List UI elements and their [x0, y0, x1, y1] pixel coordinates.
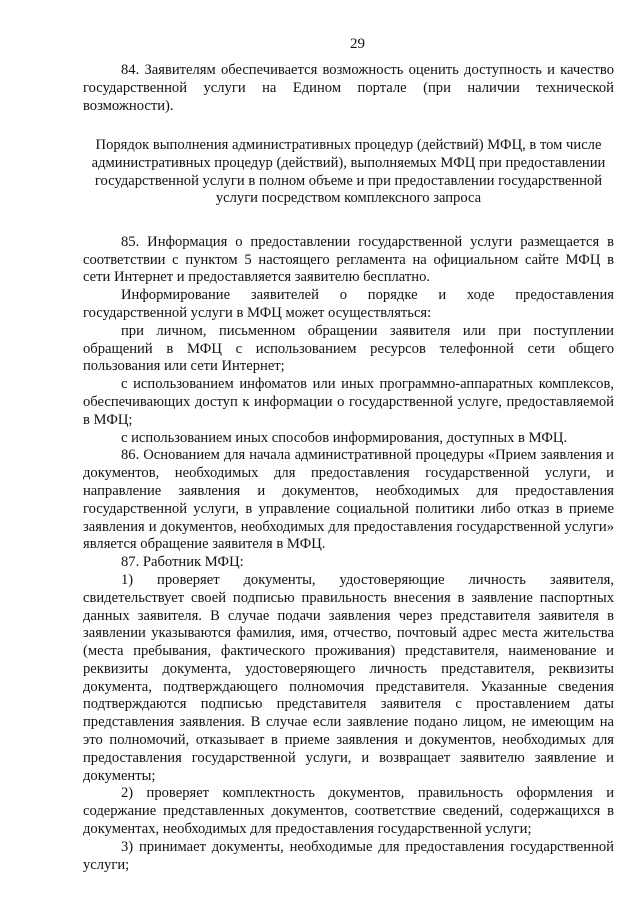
page-number: 29 — [350, 36, 365, 52]
paragraph-85: 85. Информация о предоставлении государственной услуги размещается в соответствии с пунктом 5 настоящего регламента на официальном сайте МФЦ в сети Интернет и предоставляется заявителю бесплатно. — [83, 233, 614, 286]
paragraph-87-item-3: 3) принимает документы, необходимые для предоставления государственной услуги; — [83, 838, 614, 873]
paragraph-infomats: с использованием инфоматов или иных программно-аппаратных комплексов, обеспечивающих доступ к информации о государственной услуге, предоставляемой в МФЦ; — [83, 376, 614, 428]
paragraph-87-item-2: 2) проверяет комплектность документов, правильность оформления и содержание представленных документов, соответствие сведений, содержащихся в документах, необходимых для предоставления государственной услуги; — [83, 785, 614, 838]
section-heading: Порядок выполнения административных процедур (действий) МФЦ, в том числе административных процедур (действий), выполняемых МФЦ при предоставлении государственной услуги в полном объеме и при предоставлении государственной услуги посредством комплексного запроса — [91, 137, 606, 207]
paragraph-personal-appeal: при личном, письменном обращении заявителя или при поступлении обращений в МФЦ с использованием ресурсов телефонной сети общего пользования или сети Интернет; — [83, 322, 614, 375]
paragraph-86: 86. Основанием для начала административной процедуры «Прием заявления и документов, необходимых для предоставления государственной услуги, и направление заявления и документов, необходимых для предоставления государственной услуги, в управление социальной политики либо отказ в приеме заявления и документов, необходимых для предоставления государственной услуги» является обращение заявителя в МФЦ. — [83, 447, 614, 553]
paragraph-other-methods: с использованием иных способов информирования, доступных в МФЦ. — [121, 429, 568, 446]
paragraph-informing: Информирование заявителей о порядке и ходе предоставления государственной услуги в МФЦ может осуществляться: — [83, 287, 614, 321]
paragraph-87: 87. Работник МФЦ: — [121, 554, 244, 571]
paragraph-87-item-1: 1) проверяет документы, удостоверяющие личность заявителя, свидетельствует своей подписью правильность внесения в заявление паспортных данных заявителя. В случае подачи заявления через представителя заявителя в заявлении указываются фамилия, имя, отчество, почтовый адрес места жительства (места пребывания, фактического проживания) представителя, наименование и реквизиты документа, удостоверяющего личность представителя, реквизиты документа, подтверждающего полномочия представителя. Указанные сведения подтверждаются подписью представителя заявителя с проставлением даты представления заявления. В случае если заявление подано лицом, не имеющим на это полномочий, отказывает в приеме заявления и документов, необходимых для предоставления государственной услуги, и возвращает заявителю заявление и документы; — [83, 571, 614, 784]
paragraph-84: 84. Заявителям обеспечивается возможность оценить доступность и качество государственной услуги на Едином портале (при наличии технической возможности). — [83, 62, 614, 114]
